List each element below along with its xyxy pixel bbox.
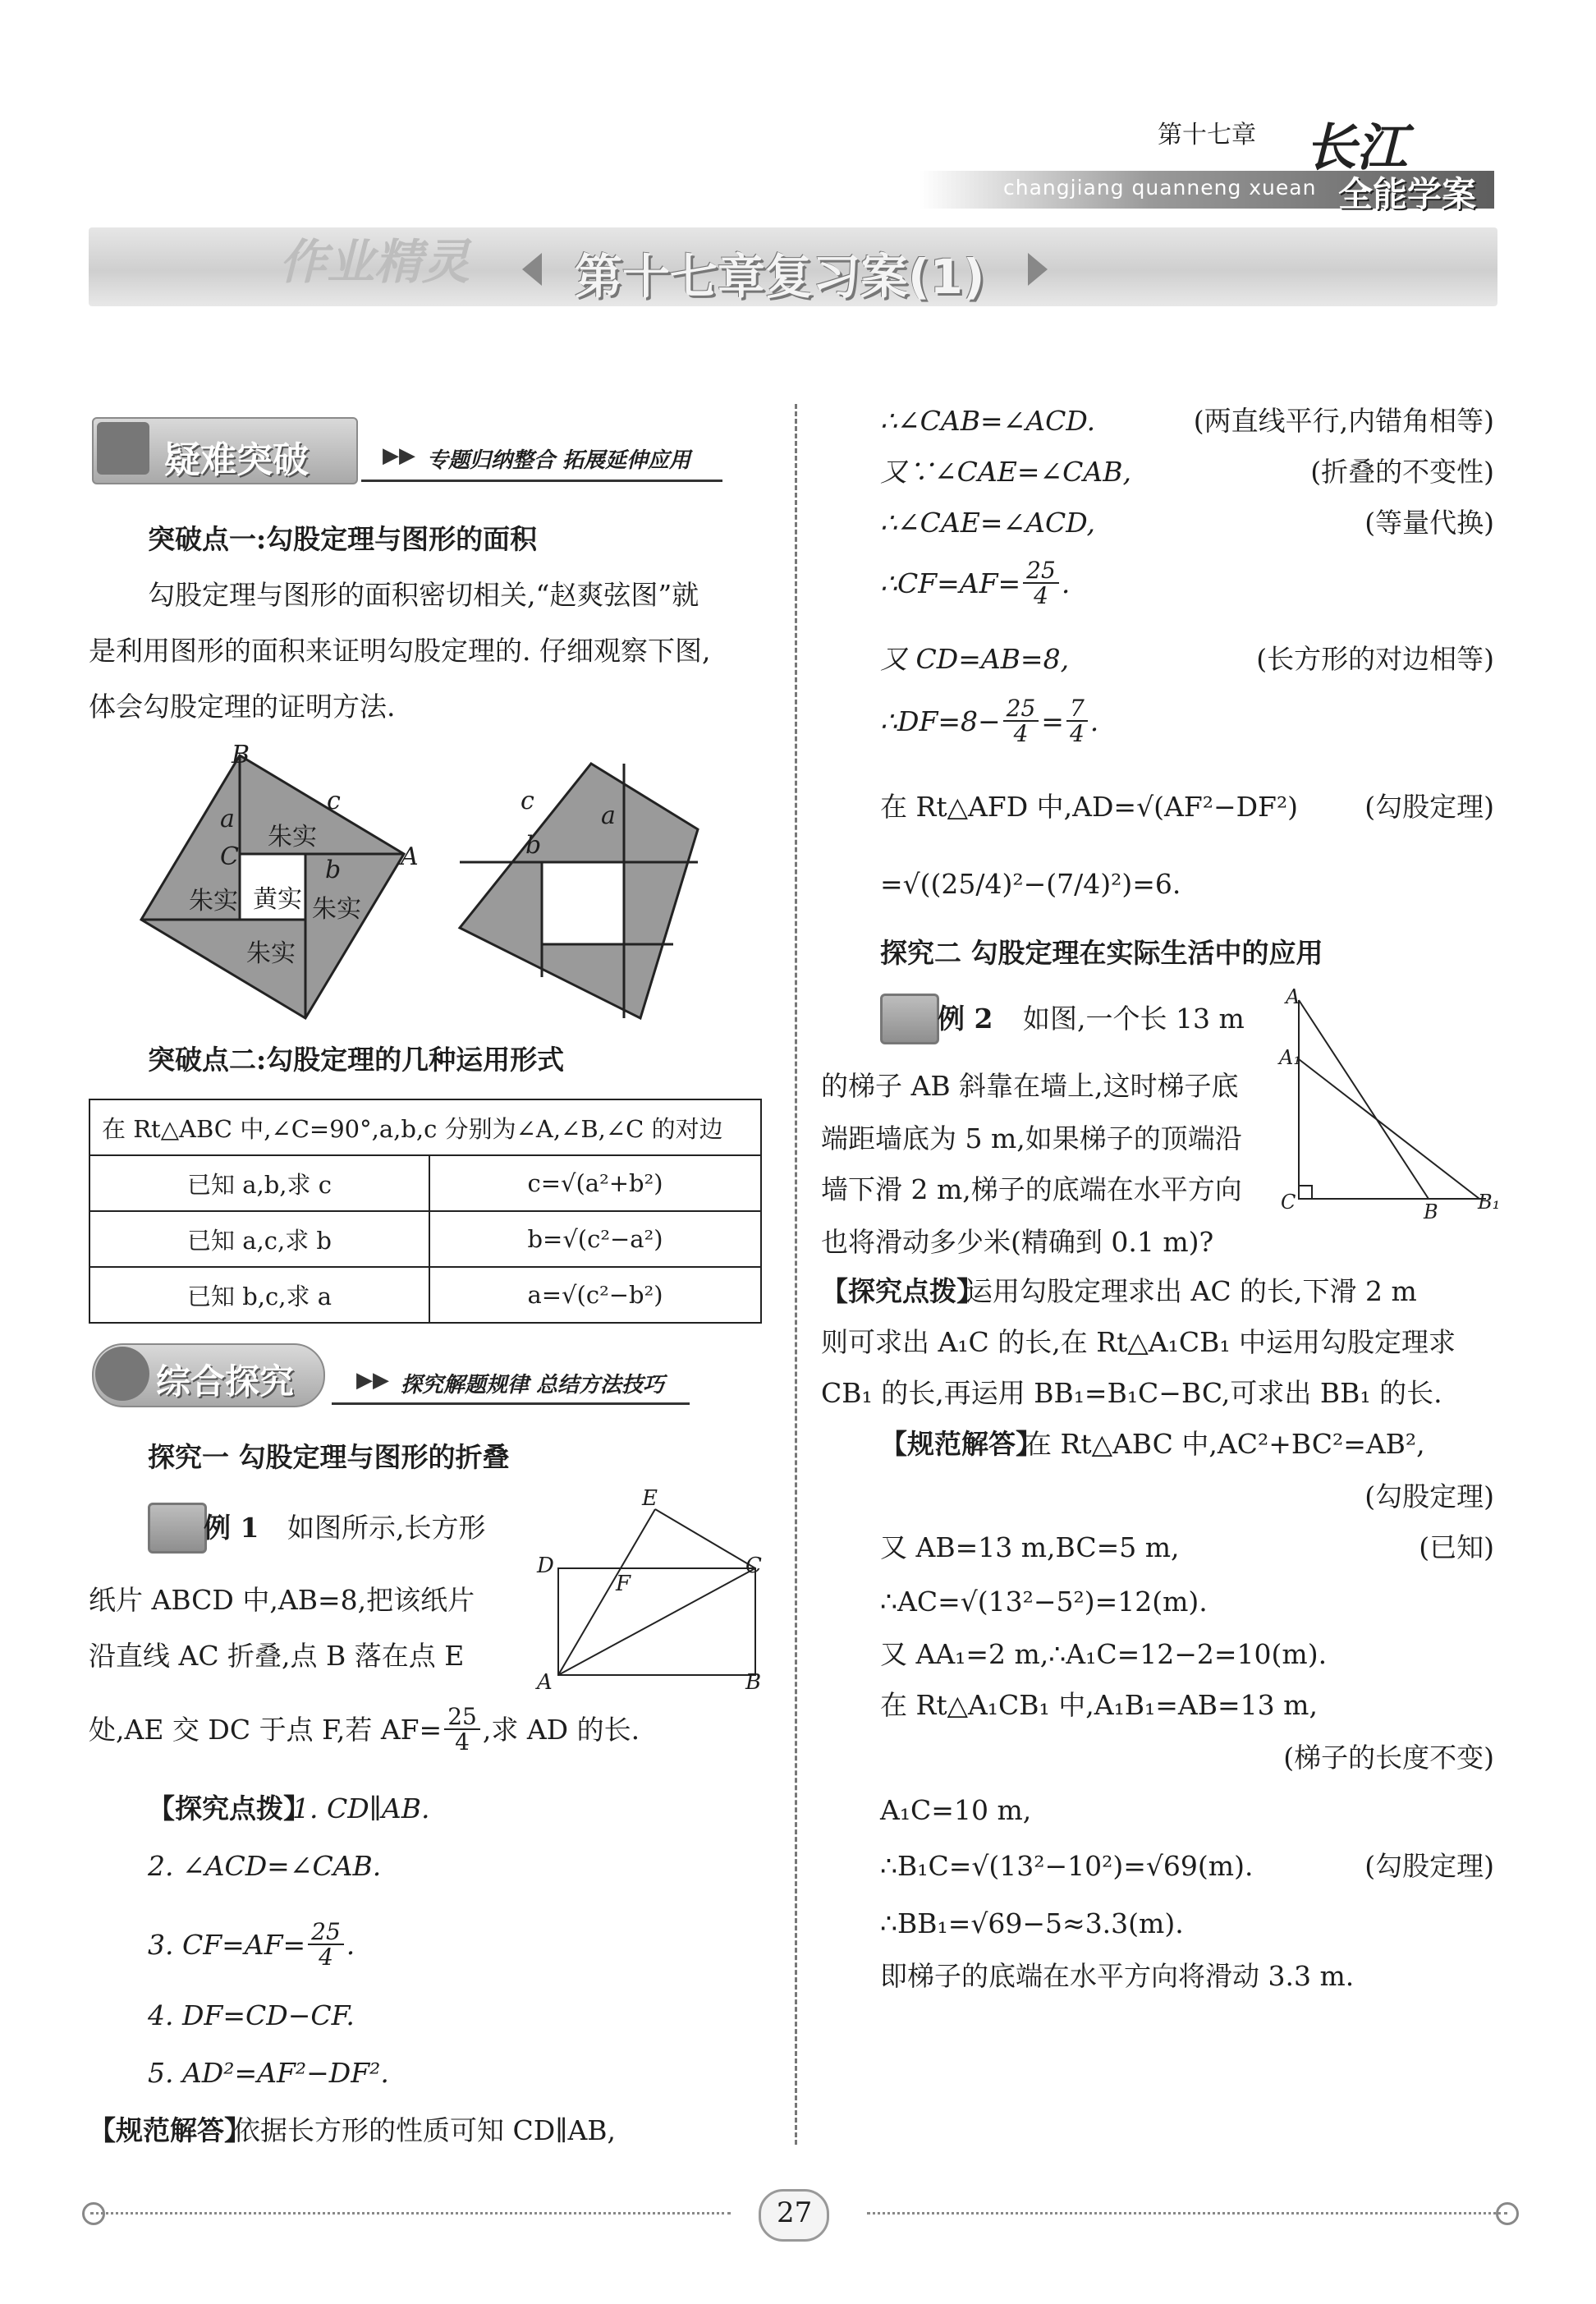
hint2-line1: 运用勾股定理求出 AC 的长,下滑 2 m: [965, 1275, 1417, 1307]
fig-label-C: C: [220, 842, 239, 871]
fig-label-A: A: [401, 842, 419, 871]
table-cell-given: 已知 b,c,求 a: [89, 1267, 429, 1323]
play-icon: ▶▶: [356, 1368, 389, 1393]
fraction-num: 25: [1003, 696, 1039, 722]
fig2-label-A1: A₁: [1279, 1046, 1301, 1069]
hint-tag-1: 【探究点拨】: [148, 1792, 310, 1824]
solution2-line6: A₁C=10 m,: [880, 1794, 1032, 1826]
example-icon: [148, 1503, 207, 1554]
table-cell-given: 已知 a,c,求 b: [89, 1211, 429, 1267]
fraction: [1066, 696, 1088, 746]
example1-line4-a: 处,AE 交 DC 于点 F,若 AF=: [89, 1713, 443, 1746]
label-zhu-2: 朱实: [189, 887, 238, 916]
point1-title: 突破点一:勾股定理与图形的面积: [148, 523, 538, 555]
section-title-2: 综合探究: [156, 1361, 295, 1402]
fraction-num: 7: [1066, 696, 1088, 722]
point1-line2: 是利用图形的面积来证明勾股定理的. 仔细观察下图,: [89, 635, 711, 667]
point2-title: 突破点二:勾股定理的几种运用形式: [148, 1044, 565, 1076]
example1-line4: [89, 1705, 640, 1755]
book-icon: [97, 422, 149, 475]
fraction-num: 25: [444, 1705, 480, 1730]
table-header-row: [89, 1099, 761, 1155]
fraction: [308, 1920, 344, 1970]
fig1-label-E: E: [642, 1486, 658, 1511]
hint2-line2: 则可求出 A₁C 的长,在 Rt△A₁CB₁ 中运用勾股定理求: [821, 1326, 1456, 1358]
column-divider: [795, 404, 797, 2145]
hint1: 1. CD∥AB.: [292, 1792, 430, 1824]
fig2-label-B1: B₁: [1478, 1191, 1501, 1214]
fraction-den: 4: [455, 1728, 470, 1756]
fig2-label-A: A: [1286, 985, 1300, 1008]
example1-label: 例 1: [204, 1512, 259, 1544]
play-icon: ▶▶: [383, 443, 415, 468]
fraction-den: 4: [1013, 720, 1029, 748]
brand-logo: 长江: [1305, 117, 1408, 177]
fig-label-c: c: [327, 787, 341, 815]
right-line7: 在 Rt△AFD 中,AD=√(AF²−DF²): [880, 791, 1299, 823]
fig1-label-D: D: [537, 1554, 554, 1578]
right-line6-period: .: [1089, 705, 1099, 737]
left-arrow-icon: [522, 253, 542, 286]
table-header: 在 Rt△ABC 中,∠C=90°,a,b,c 分别为∠A,∠B,∠C 的对边: [89, 1099, 761, 1155]
right-line6: [880, 696, 1098, 746]
hint2-line3: CB₁ 的长,再运用 BB₁=B₁C−BC,可求出 BB₁ 的长.: [821, 1377, 1442, 1409]
solution-tag-2: 【规范解答】: [880, 1428, 1043, 1460]
right-line3-reason: (等量代换): [1364, 507, 1494, 539]
fig2-label-b: b: [525, 831, 542, 860]
footer-rule-left: [90, 2212, 731, 2215]
fraction-num: 25: [1023, 558, 1059, 584]
solution2-line7-reason: (勾股定理): [1364, 1850, 1494, 1882]
page-number: 27: [777, 2196, 813, 2229]
fig1-label-F: F: [616, 1572, 631, 1596]
fig1-label-A: A: [537, 1670, 553, 1695]
solution2-line2: 又 AB=13 m,BC=5 m,: [880, 1531, 1180, 1563]
page-title: 第十七章复习案(1): [575, 249, 985, 305]
solution2-line7: ∴B₁C=√(13²−10²)=√69(m).: [880, 1850, 1254, 1882]
footer-ornament-left-icon: [82, 2202, 105, 2225]
section-subtitle-1: 专题归纳整合 拓展延伸应用: [427, 448, 691, 473]
right-line3: ∴∠CAE=∠ACD,: [880, 507, 1095, 539]
solution2-line1: 在 Rt△ABC 中,AC²+BC²=AB²,: [1025, 1428, 1425, 1460]
solution2-line5: 在 Rt△A₁CB₁ 中,A₁B₁=AB=13 m,: [880, 1689, 1318, 1721]
right-line8: =√((25/4)²−(7/4)²)=6.: [880, 868, 1181, 900]
brand-pinyin: changjiang quanneng xuean: [1003, 176, 1317, 200]
table-cell-formula: b=√(c²−a²): [429, 1211, 761, 1267]
footer-ornament-right-icon: [1496, 2202, 1519, 2225]
solution2-line5-reason: (梯子的长度不变): [1283, 1742, 1494, 1774]
label-zhu-4: 朱实: [246, 939, 296, 968]
right-line6-eq: =: [1041, 705, 1064, 737]
ladder-figure: [1289, 994, 1502, 1215]
point1-line1: 勾股定理与图形的面积密切相关,“赵爽弦图”就: [148, 579, 699, 611]
fraction-den: 4: [319, 1944, 333, 1971]
right-line4-a: ∴CF=AF=: [880, 567, 1021, 599]
right-line7-reason: (勾股定理): [1364, 791, 1494, 823]
fig2-label-B: B: [1424, 1200, 1438, 1223]
right-line5: 又 CD=AB=8,: [880, 643, 1070, 675]
hint4: 4. DF=CD−CF.: [148, 1999, 355, 2031]
solution2-line1-reason: (勾股定理): [1364, 1480, 1494, 1512]
example2-line1: 如图,一个长 13 m: [1023, 1003, 1245, 1035]
example-icon: [880, 994, 939, 1044]
section-subtitle-2: 探究解题规律 总结方法技巧: [401, 1373, 665, 1398]
solution2-line9: 即梯子的底端在水平方向将滑动 3.3 m.: [880, 1960, 1355, 1992]
example1-line3: 沿直线 AC 折叠,点 B 落在点 E: [89, 1640, 465, 1672]
fraction-num: 25: [308, 1920, 344, 1945]
explore2-title: 探究二 勾股定理在实际生活中的应用: [880, 937, 1323, 969]
fig2-label-a: a: [601, 801, 616, 830]
fig2-label-c: c: [521, 787, 534, 815]
example1-line4-b: ,求 AD 的长.: [482, 1713, 640, 1746]
right-line5-reason: (长方形的对边相等): [1256, 643, 1494, 675]
fraction-den: 4: [1034, 582, 1048, 610]
table-row: [89, 1211, 761, 1267]
label-huang: 黄实: [253, 885, 302, 914]
example2-line3: 端距墙底为 5 m,如果梯子的顶端沿: [821, 1122, 1242, 1154]
solution2-line4: 又 AA₁=2 m,∴A₁C=12−2=10(m).: [880, 1638, 1328, 1670]
globe-icon: [95, 1347, 149, 1401]
fraction: [1003, 696, 1039, 746]
hint3-a: 3. CF=AF=: [148, 1928, 306, 1961]
zhao-shuang-right: [460, 764, 698, 1018]
solution2-line2-reason: (已知): [1419, 1531, 1494, 1563]
right-line4-period: .: [1061, 567, 1071, 599]
point1-line3: 体会勾股定理的证明方法.: [89, 691, 396, 723]
hint2: 2. ∠ACD=∠CAB.: [148, 1850, 382, 1882]
hint5: 5. AD²=AF²−DF².: [148, 2057, 389, 2089]
table-cell-formula: a=√(c²−b²): [429, 1267, 761, 1323]
example1-line1: 如图所示,长方形: [287, 1512, 486, 1544]
watermark: 作业精灵: [279, 234, 470, 290]
table-cell-given: 已知 a,b,求 c: [89, 1155, 429, 1211]
solution-tag-1: 【规范解答】: [89, 2114, 251, 2146]
hint3-period: .: [346, 1928, 355, 1961]
fig2-label-C: C: [1281, 1191, 1296, 1214]
table-cell-formula: c=√(a²+b²): [429, 1155, 761, 1211]
solution1-text: 依据长方形的性质可知 CD∥AB,: [233, 2114, 617, 2146]
chapter-label: 第十七章: [1158, 121, 1256, 149]
right-line2: 又∵∠CAE=∠CAB,: [880, 456, 1131, 488]
fraction: [444, 1705, 480, 1755]
solution2-line8: ∴BB₁=√69−5≈3.3(m).: [880, 1907, 1184, 1939]
section-rule-1: [361, 480, 722, 482]
fraction-den: 4: [1069, 720, 1085, 748]
example2-label: 例 2: [938, 1003, 993, 1035]
footer-rule-right: [867, 2212, 1507, 2215]
label-zhu-1: 朱实: [268, 823, 317, 851]
table-row: [89, 1267, 761, 1323]
explore1-title: 探究一 勾股定理与图形的折叠: [148, 1441, 510, 1473]
example2-line4: 墙下滑 2 m,梯子的底端在水平方向: [821, 1173, 1242, 1205]
hint-tag-2: 【探究点拨】: [821, 1275, 984, 1307]
right-line2-reason: (折叠的不变性): [1310, 456, 1494, 488]
fig-label-B: B: [232, 741, 250, 769]
right-line4: [880, 558, 1070, 608]
example1-line2: 纸片 ABCD 中,AB=8,把该纸片: [89, 1584, 475, 1616]
formula-table: [89, 1099, 762, 1324]
brand-name: 全能学案: [1338, 174, 1477, 214]
fold-figure: [542, 1503, 772, 1691]
section-title-1: 疑难突破: [164, 439, 309, 481]
example2-line5: 也将滑动多少米(精确到 0.1 m)?: [821, 1226, 1214, 1258]
fraction: [1023, 558, 1059, 608]
solution2-line3: ∴AC=√(13²−5²)=12(m).: [880, 1586, 1208, 1618]
section-rule-2: [332, 1402, 690, 1405]
label-zhu-3: 朱实: [312, 895, 361, 924]
fig-label-a: a: [220, 805, 235, 833]
table-row: [89, 1155, 761, 1211]
right-line1: ∴∠CAB=∠ACD.: [880, 405, 1096, 437]
hint3: [148, 1920, 355, 1970]
right-line1-reason: (两直线平行,内错角相等): [1193, 405, 1494, 437]
fig1-label-C: C: [745, 1554, 762, 1578]
fig1-label-B: B: [745, 1670, 762, 1695]
right-line6-a: ∴DF=8−: [880, 705, 1001, 737]
right-arrow-icon: [1028, 253, 1048, 286]
example2-line2: 的梯子 AB 斜靠在墙上,这时梯子底: [821, 1070, 1239, 1102]
fig-label-b: b: [325, 856, 342, 884]
